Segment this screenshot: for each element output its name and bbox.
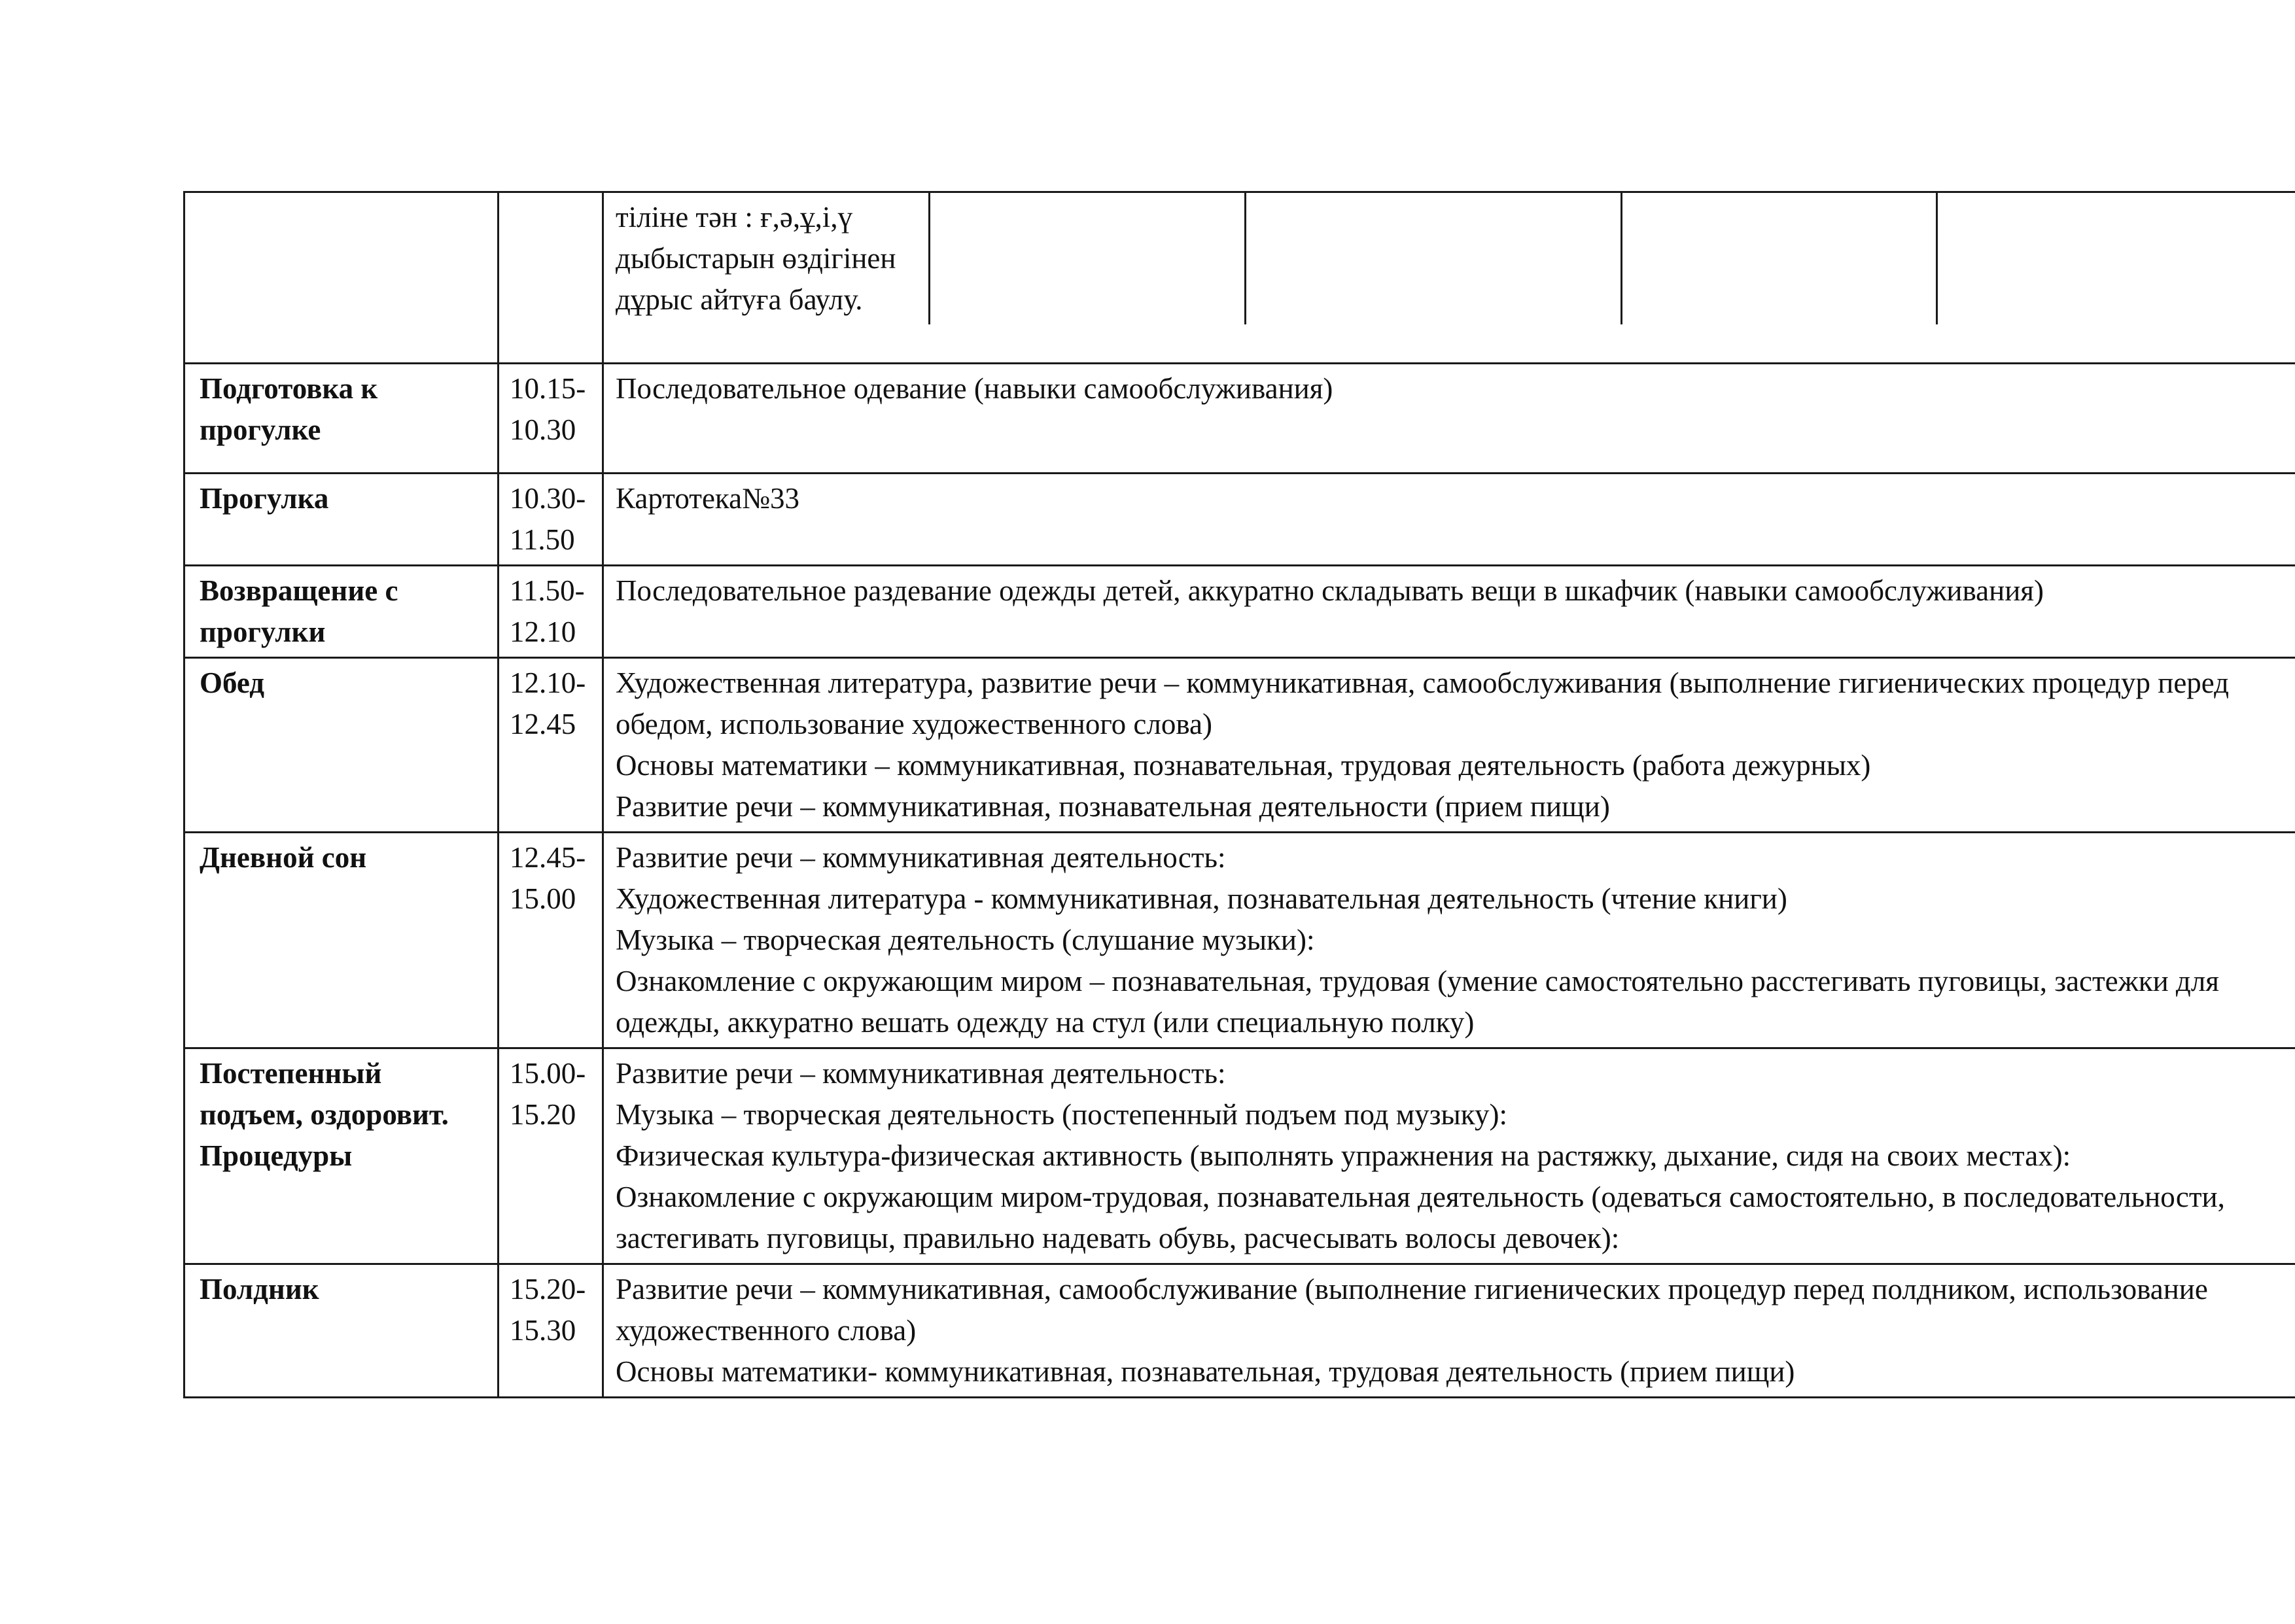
content-line: дыбыстарын (616, 242, 775, 275)
regime-moment-cell: Постепенный подъем, оздоровит. Процедуры (184, 1048, 499, 1264)
regime-moment-cell: Подготовка к прогулке (184, 364, 499, 474)
regime-moment-cell: Прогулка (184, 474, 499, 566)
empty-cell (1245, 193, 1621, 324)
time-cell: 12.10-12.45 (499, 658, 603, 833)
table-row (184, 833, 2295, 1048)
schedule-table (183, 191, 2295, 1398)
content-line: Развитие речи – коммуникативная, самообслуживание (выполнение гигиенических процедур перед полдником, использование художественного слова) (616, 1273, 2208, 1347)
table-row (184, 566, 2295, 658)
content-line: Последовательное раздевание одежды детей, аккуратно складывать вещи в шкафчик (навыки самообслуживания) (616, 574, 2044, 607)
content-line: өздігінен дұрыс (616, 242, 896, 316)
content-cell (604, 193, 929, 324)
content-line: тіліне тән : ғ,ә,ұ,і,ү (616, 201, 853, 233)
content-line: Ознакомление с окружающим миром – познавательная, трудовая (умение самостоятельно расстегивать пуговицы, застежки для одежды, аккуратно вешать одежду на стул (или специальную полку) (616, 965, 2219, 1039)
time-cell: 15.20-15.30 (499, 1264, 603, 1398)
content-line: Музыка – творческая деятельность (постепенный подъем под музыку): (616, 1098, 1508, 1131)
content-line: Музыка – творческая деятельность (слушание музыки): (616, 924, 1315, 956)
content-line: Физическая культура-физическая активность (выполнять упражнения на растяжку, дыхание, сидя на своих местах): (616, 1139, 2071, 1172)
table-row (184, 364, 2295, 474)
regime-moment-cell: Обед (184, 658, 499, 833)
time-cell: 15.00-15.20 (499, 1048, 603, 1264)
empty-cell (1936, 193, 2295, 324)
content-line: Развитие речи – коммуникативная деятельность: (616, 1057, 1226, 1090)
regime-moment-cell: Полдник (184, 1264, 499, 1398)
content-cell (603, 658, 2295, 833)
content-cell (603, 1048, 2295, 1264)
table-row (184, 192, 2295, 364)
content-line: Художественная литература, развитие речи – коммуникативная, самообслуживания (выполнение гигиенических процедур перед обедом, использование художественного слова) (616, 666, 2230, 740)
table-row (184, 658, 2295, 833)
content-line: айтуға баулу. (700, 283, 863, 316)
regime-moment-cell (184, 192, 499, 364)
content-line: Художественная литература - коммуникативная, познавательная деятельность (чтение книги) (616, 882, 1787, 915)
continuation-subtable (604, 193, 2295, 324)
regime-moment-cell: Дневной сон (184, 833, 499, 1048)
table-row (184, 1048, 2295, 1264)
content-cell (603, 833, 2295, 1048)
time-cell: 11.50-12.10 (499, 566, 603, 658)
content-line: Ознакомление с окружающим миром-трудовая, познавательная деятельность (одеваться самостоятельно, в последовательности, застегивать пуговицы, правильно надевать обувь, расчесывать волосы девочек): (616, 1181, 2225, 1254)
content-cell (603, 364, 2295, 474)
empty-cell (929, 193, 1245, 324)
time-cell: 12.45-15.00 (499, 833, 603, 1048)
content-cell (603, 1264, 2295, 1398)
regime-moment-cell: Возвращение с прогулки (184, 566, 499, 658)
continuation-cell (603, 192, 2295, 364)
content-line: Картотека№33 (616, 482, 800, 515)
content-cell (603, 566, 2295, 658)
content-line: Основы математики – коммуникативная, познавательная, трудовая деятельность (работа дежурных) (616, 749, 1871, 782)
time-cell (499, 192, 603, 364)
content-line: Последовательное одевание (навыки самообслуживания) (616, 372, 1333, 405)
time-cell: 10.15-10.30 (499, 364, 603, 474)
content-line: Развитие речи – коммуникативная деятельность: (616, 841, 1226, 874)
content-line: Основы математики- коммуникативная, познавательная, трудовая деятельность (прием пищи) (616, 1355, 1795, 1388)
content-line: Развитие речи – коммуникативная, познавательная деятельности (прием пищи) (616, 790, 1610, 823)
empty-cell (1621, 193, 1936, 324)
table-row (184, 474, 2295, 566)
time-cell: 10.30-11.50 (499, 474, 603, 566)
table-row (184, 1264, 2295, 1398)
content-cell (603, 474, 2295, 566)
